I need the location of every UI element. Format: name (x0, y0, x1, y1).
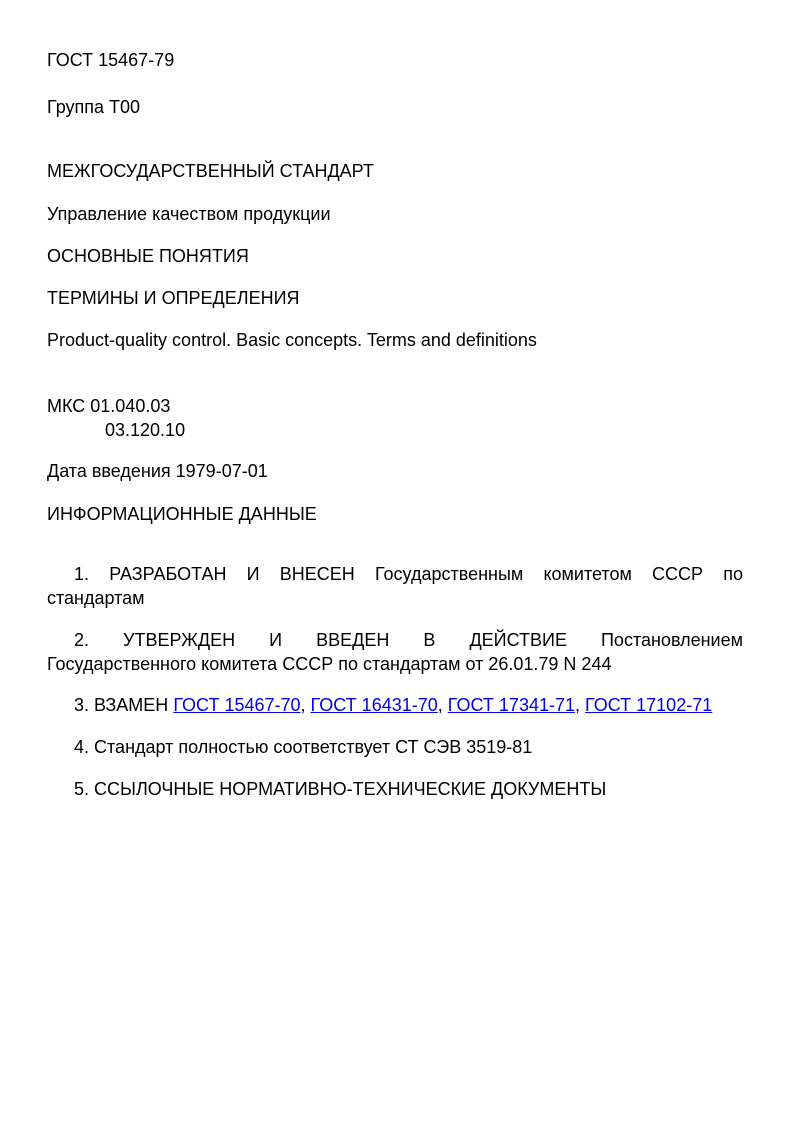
info-item-3 (74, 694, 712, 716)
link-separator: , (575, 695, 586, 715)
doc-code: ГОСТ 15467-79 (47, 50, 175, 70)
doc-heading-1: ОСНОВНЫЕ ПОНЯТИЯ (47, 246, 249, 266)
standard-type: МЕЖГОСУДАРСТВЕННЫЙ СТАНДАРТ (47, 161, 374, 181)
link-gost-17102-71[interactable]: ГОСТ 17102-71 (585, 695, 713, 715)
info-item-2-line-1: 2. УТВЕРЖДЕН И ВВЕДЕН В ДЕЙСТВИЕ Постановлением (74, 630, 743, 650)
english-title: Product-quality control. Basic concepts. Terms and definitions (47, 330, 537, 350)
info-heading: ИНФОРМАЦИОННЫЕ ДАННЫЕ (47, 504, 317, 524)
intro-date: Дата введения 1979-07-01 (47, 461, 268, 481)
link-gost-17341-71[interactable]: ГОСТ 17341-71 (447, 695, 575, 715)
info-item-1-line-2: стандартам (47, 588, 145, 608)
link-gost-15467-70[interactable]: ГОСТ 15467-70 (173, 695, 301, 715)
doc-subject: Управление качеством продукции (47, 204, 331, 224)
doc-heading-2: ТЕРМИНЫ И ОПРЕДЕЛЕНИЯ (47, 288, 300, 308)
mks-code-second: 03.120.10 (105, 420, 186, 440)
info-item-5: 5. ССЫЛОЧНЫЕ НОРМАТИВНО-ТЕХНИЧЕСКИЕ ДОКУМЕНТЫ (74, 779, 607, 799)
info-item-4: 4. Стандарт полностью соответствует СТ СЭВ 3519-81 (74, 737, 533, 757)
info-item-3-prefix: 3. ВЗАМЕН (74, 695, 174, 715)
info-item-1-line-1: 1. РАЗРАБОТАН И ВНЕСЕН Государственным комитетом СССР по (74, 564, 743, 584)
mks-code: МКС 01.040.03 (47, 396, 171, 416)
link-separator: , (437, 695, 448, 715)
doc-group: Группа Т00 (47, 97, 141, 117)
info-item-2-line-2: Государственного комитета СССР по стандартам от 26.01.79 N 244 (47, 654, 612, 674)
link-separator: , (300, 695, 311, 715)
link-gost-16431-70[interactable]: ГОСТ 16431-70 (310, 695, 438, 715)
